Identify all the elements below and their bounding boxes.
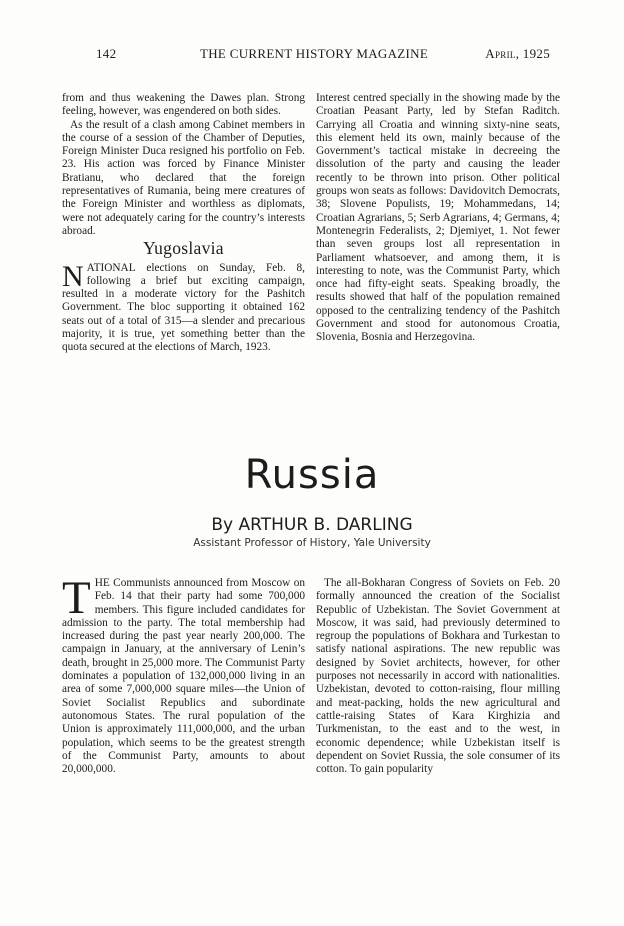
lead-in: ATIONAL bbox=[86, 261, 136, 274]
paragraph-text: Communists announced from Moscow on Feb. 14 that their party had some 700,000 members. This figure included candidates for admission to the party. The total membership had increased during the past year nearly 200,000. The campaign in January, at the anniversary of Lenin’s death, brought in 25,000 more. The Communist Party dominates a population of 132,000,000 living in an area of some 7,000,000 square miles—the Union of Soviet Socialist Republics and subordinate autonomous States. The rural population of the Union is approximately 111,000,000, and the urban population, which seems to be the greatest strength of the Communist Party, amounts to about 20,000,000. bbox=[62, 577, 305, 776]
issue-date: April, 1925 bbox=[485, 46, 550, 61]
byline: By ARTHUR B. DARLING bbox=[211, 515, 413, 535]
paragraph: from and thus weakening the Dawes plan. Strong feeling, however, was engendered on both sides. bbox=[62, 92, 305, 118]
paragraph bbox=[62, 572, 305, 776]
page-number: 142 bbox=[96, 46, 117, 61]
paragraph: The all-Bokharan Congress of Soviets on Feb. 20 formally announced the creation of the Socialist Republic of Uzbekistan. The Soviet Government at Moscow, it was said, had previously determined to regroup the populations of Bokhara and Turkestan to satisfy national aspirations. The new republic was designed by Soviet architects, however, for other purposes not necessarily in accord with nationalities. Uzbekistan, devoted to cotton-raising, flour milling and meat-packing, holds the new agricultural and cattle-raising States of Kara Kirghizia and Turkmenistan, to the east and to the west, in economic dependence; while Uzbekistan itself is dependent on Soviet Russia, the sole consumer of its cotton. To gain popularity bbox=[316, 577, 560, 776]
column-3 bbox=[62, 572, 305, 776]
paragraph: As the result of a clash among Cabinet members in the course of a session of the Chamber of Deputies, Foreign Minister Duca resigned his portfolio on Feb. 23. His action was forced by Finance Minister Bratianu, who declared that the foreign representatives of Rumania, being mere creatures of the Foreign Minister and worthless as diplomats, were not adequately caring for the country’s interests abroad. bbox=[62, 118, 305, 237]
running-title: THE CURRENT HISTORY MAGAZINE bbox=[200, 46, 429, 61]
author-affiliation: Assistant Professor of History, Yale University bbox=[193, 537, 431, 549]
column-1 bbox=[62, 92, 305, 355]
drop-cap: T bbox=[62, 572, 91, 624]
column-2 bbox=[316, 92, 560, 345]
paragraph-text: elections on Sunday, Feb. 8, following a brief but exciting campaign, resulted in a moderate victory for the Pashitch Government. The bloc supporting it obtained 162 seats out of a total of 315—a slender and precarious majority, it is true, yet something better than the quota secured at the elections of March, 1923. bbox=[62, 261, 305, 354]
lead-in: HE bbox=[94, 577, 110, 589]
column-4 bbox=[316, 577, 560, 776]
article-title: Russia bbox=[244, 452, 380, 498]
paragraph bbox=[62, 259, 305, 355]
paragraph: Interest centred specially in the showing made by the Croatian Peasant Party, led by Stefan Raditch. Carrying all Croatia and winning sixty-nine seats, this element held its own, mainly because of the Government’s tactical mistake in decreeing the dissolution of the party and causing the leader recently to be thrown into prison. Other political groups won seats as follows: Davidovitch Democrats, 38; Slovene Populists, 19; Mohammedans, 14; Croatian Agrarians, 5; Serb Agrarians, 4; Germans, 4; Montenegrin Federalists, 2; Djemiyet, 1. Not fewer than seven groups lost all representation in Parliament whatsoever, and among them, it is interesting to note, was the Communist Party, which once had fifty-eight seats. Speaking broadly, the results showed that half of the population remained opposed to the centralizing tendency of the Pashitch Government and stood for autonomous Croatia, Slovenia, Bosnia and Herzegovina. bbox=[316, 92, 560, 344]
section-heading: Yugoslavia bbox=[143, 238, 224, 259]
drop-cap: N bbox=[62, 259, 84, 293]
